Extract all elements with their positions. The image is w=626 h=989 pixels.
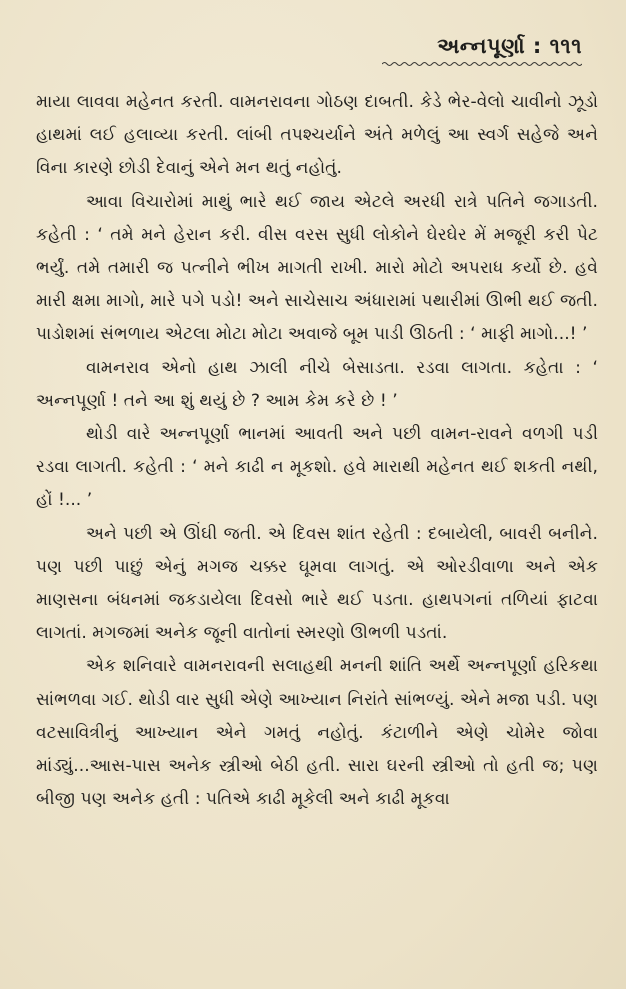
paragraph-1: માયા લાવવા મહેનત કરતી. વામનરાવના ગોઠણ દાબતી. કેડે ભેર-વેલો ચાવીનો ઝૂડો હાથમાં લઈ હલાવ્યા કરતી. લાંબી તપશ્ચર્યાને અંતે મળેલું આ સ્વર્ગ સહેજે અને વિના કારણે છોડી દેવાનું એને મન થતું નહોતું. (36, 92, 598, 179)
decorative-wavy-rule (382, 61, 582, 67)
page-header (382, 34, 582, 67)
paragraph-4: થોડી વારે અન્નપૂર્ણા ભાનમાં આવતી અને પછી વામન-રાવને વળગી પડી રડવા લાગતી. કહેતી : ‘ મને કાઢી ન મૂકશો. હવે મારાથી મહેનત થઈ શકતી નથી, હોં !... ’ (36, 424, 598, 511)
paragraph-6: એક શનિવારે વામનરાવની સલાહથી મનની શાંતિ અર્થે અન્નપૂર્ણા હરિકથા સાંભળવા ગઈ. થોડી વાર સુધી એણે આખ્યાન નિરાંતે સાંભળ્યું. એને મજા પડી. પણ વટસાવિત્રીનું આખ્યાન એને ગમતું નહોતું. કંટાળીને એણે ચોમેર જોવા માંડ્યું...આસ-પાસ અનેક સ્ત્રીઓ બેઠી હતી. સારા ઘરની સ્ત્રીઓ તો હતી જ; પણ બીજી પણ અનેક હતી : પતિએ કાઢી મૂકેલી અને કાઢી મૂકવા (36, 656, 598, 810)
running-title: અન્નપૂર્ણા : ૧૧૧ (437, 34, 582, 58)
paragraph-5: અને પછી એ ઊંઘી જતી. એ દિવસ શાંત રહેતી : દબાયેલી, બાવરી બનીને. પણ પછી પાછું એનું મગજ ચક્કર ઘૂમવા લાગતું. એ ઓરડીવાળા અને એક માણસના બંધનમાં જકડાયેલા દિવસો ભારે થઈ પડતા. હાથપગનાં તળિયાં ફાટવા લાગતાં. મગજમાં અનેક જૂની વાતોનાં સ્મરણો ઊભળી પડતાં. (36, 523, 598, 644)
paragraph-2: આવા વિચારોમાં માથું ભારે થઈ જાય એટલે અરધી રાત્રે પતિને જગાડતી. કહેતી : ‘ તમે મને હેરાન કરી. વીસ વરસ સુધી લોકોને ઘેરઘેર મેં મજૂરી કરી પેટ ભર્યું. તમે તમારી જ પત્નીને ભીખ માગતી રાખી. મારો મોટો અપરાધ કર્યો છે. હવે મારી ક્ષમા માગો, મારે પગે પડો! અને સાચેસાચ અંધારામાં પથારીમાં ઊભી થઈ જતી. પાડોશમાં સંભળાય એટલા મોટા મોટા અવાજે બૂમ પાડી ઊઠતી : ‘ માફી માગો...! ’ (36, 191, 598, 345)
paragraph-3: વામનરાવ એનો હાથ ઝાલી નીચે બેસાડતા. રડવા લાગતા. કહેતા : ‘ અન્નપૂર્ણા ! તને આ શું થયું છે ? આમ કેમ કરે છે ! ’ (36, 357, 598, 411)
body-text (36, 86, 598, 816)
